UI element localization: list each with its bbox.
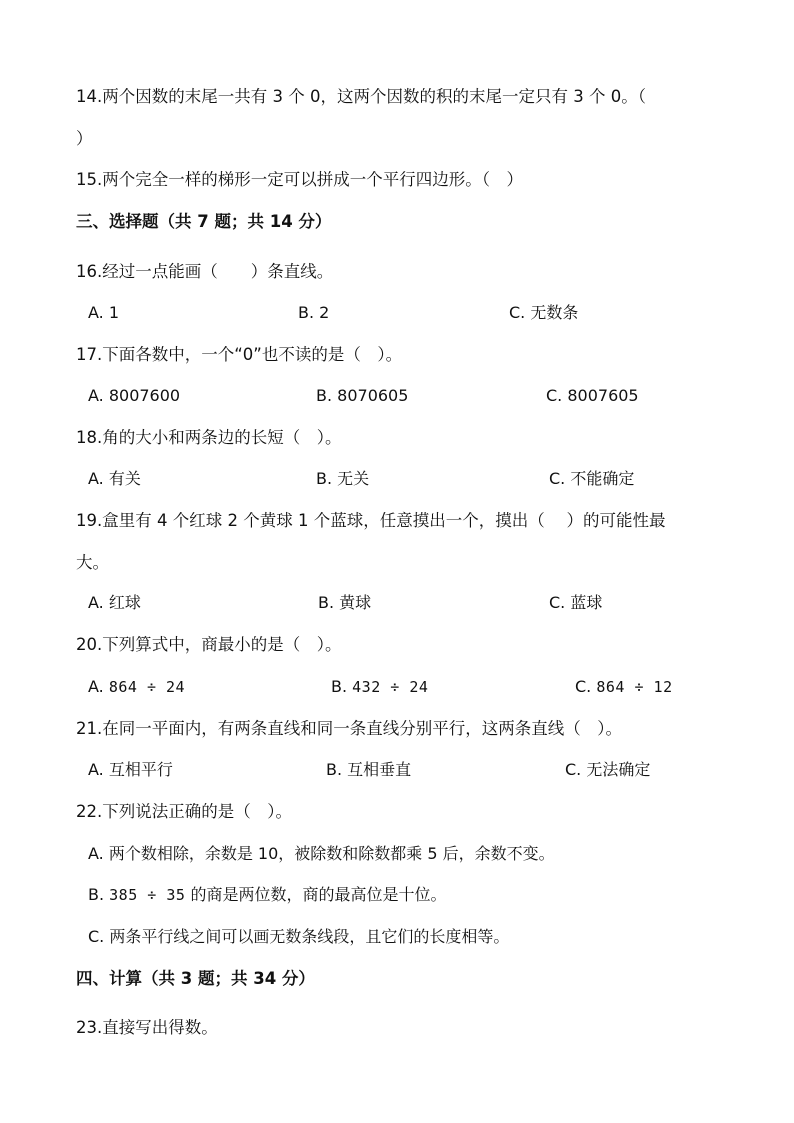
question-17-option-a: A. 8007600 [88,386,181,405]
question-19-option-a: A. 红球 [88,593,141,612]
question-17-option-c: C. 8007605 [546,386,639,405]
question-21-option-c: C. 无法确定 [565,760,651,779]
question-16-stem: 16.经过一点能画（ ）条直线。 [76,262,334,281]
section-3-heading: 三、选择题（共 7 题；共 14 分） [76,212,332,231]
question-15: 15.两个完全一样的梯形一定可以拼成一个平行四边形。（ ） [76,170,523,189]
question-21-stem: 21.在同一平面内，有两条直线和同一条直线分别平行，这两条直线（ ）。 [76,719,622,738]
section-4-heading: 四、计算（共 3 题；共 34 分） [76,969,315,988]
question-20-stem: 20.下列算式中，商最小的是（ ）。 [76,635,342,654]
question-20-option-c [575,676,673,698]
question-14-line1: 14.两个因数的末尾一共有 3 个 0，这两个因数的积的末尾一定只有 3 个 0。（ [76,87,646,106]
question-22-option-a: A. 两个数相除，余数是 10，被除数和除数都乘 5 后，余数不变。 [88,844,555,863]
option-label: A. [88,677,104,696]
math-expression: 864 ÷ 12 [596,678,673,696]
question-20-option-b [331,676,428,698]
question-17-option-b: B. 8070605 [316,386,409,405]
math-expression: 432 ÷ 24 [352,678,429,696]
question-14-line2: ） [76,129,93,148]
question-21-option-a: A. 互相平行 [88,760,173,779]
question-19-option-c: C. 蓝球 [549,593,603,612]
question-22-stem: 22.下列说法正确的是（ ）。 [76,802,292,821]
question-17-stem: 17.下面各数中，一个“0”也不读的是（ ）。 [76,345,403,364]
question-23: 23.直接写出得数。 [76,1018,218,1037]
question-19-option-b: B. 黄球 [318,593,372,612]
question-16-option-c: C. 无数条 [509,303,579,322]
question-18-option-b: B. 无关 [316,469,370,488]
question-18-option-a: A. 有关 [88,469,141,488]
option-text: 的商是两位数，商的最高位是十位。 [190,885,447,904]
option-label: C. [575,677,592,696]
math-expression: 385 ÷ 35 [109,886,186,904]
question-21-option-b: B. 互相垂直 [326,760,412,779]
option-label: B. [331,677,348,696]
question-22-option-b [88,884,447,906]
question-16-option-b: B. 2 [298,303,330,322]
question-19-line1: 19.盒里有 4 个红球 2 个黄球 1 个蓝球，任意摸出一个，摸出（ ）的可能性最 [76,511,666,530]
question-16-option-a: A. 1 [88,303,120,322]
question-19-line2: 大。 [76,553,109,572]
question-18-option-c: C. 不能确定 [549,469,635,488]
question-20-option-a [88,676,185,698]
question-18-stem: 18.角的大小和两条边的长短（ ）。 [76,428,342,447]
math-expression: 864 ÷ 24 [108,678,186,696]
option-label: B. [88,885,105,904]
question-22-option-c: C. 两条平行线之间可以画无数条线段，且它们的长度相等。 [88,927,510,946]
